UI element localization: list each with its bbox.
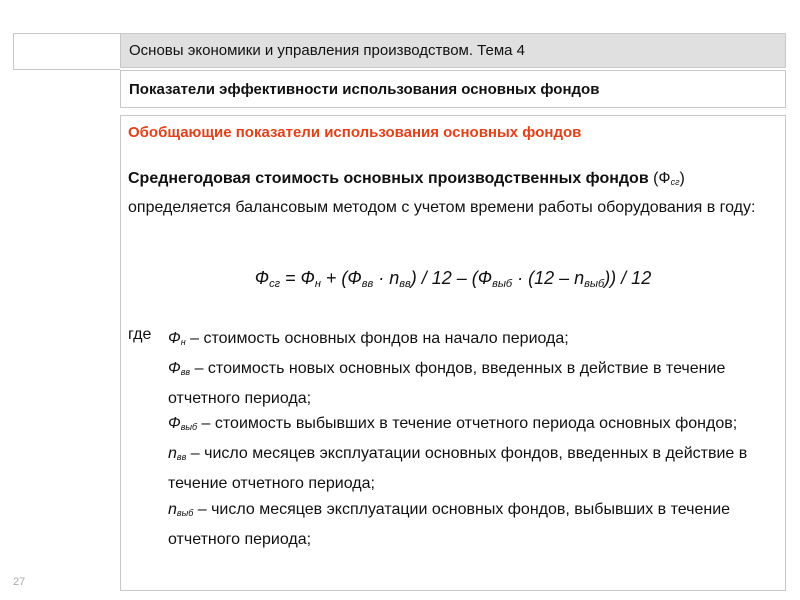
slide-header: [120, 33, 786, 68]
formula-lhs-sub: сг: [269, 278, 281, 290]
slide-subtitle: [120, 70, 786, 108]
formula-sub-3: вв: [399, 278, 411, 290]
intro-bold: Среднегодовая стоимость основных производственных фондов: [128, 170, 649, 187]
formula-part-1: = Ф: [280, 268, 315, 288]
formula-sub-2: вв: [361, 278, 374, 290]
def-subscript: вв: [180, 366, 191, 377]
topic-title: Показатели эффективности использования основных фондов: [129, 80, 600, 98]
def-subscript: выб: [180, 422, 198, 433]
intro-paren-sub: сг: [670, 177, 680, 187]
def-subscript: выб: [176, 507, 194, 518]
formula: [120, 268, 786, 290]
def-symbol: Ф: [168, 330, 181, 347]
def-subscript: н: [180, 337, 186, 347]
formula-part-2: + (Ф: [320, 268, 362, 288]
def-symbol: n: [168, 500, 177, 518]
def-text: – стоимость основных фондов на начало периода;: [185, 330, 569, 347]
def-text: – стоимость выбывших в течение отчетного периода основных фондов;: [197, 415, 738, 433]
definition-item: [168, 356, 758, 412]
course-title: Основы экономики и управления производством. Тема 4: [129, 42, 526, 59]
def-symbol: Ф: [168, 359, 181, 377]
left-header-box: [13, 33, 120, 70]
def-text: – число месяцев эксплуатации основных фондов, введенных в действие в течение отчетного периода;: [168, 445, 748, 492]
def-symbol: Ф: [168, 415, 181, 433]
formula-part-5: · (12 – n: [512, 268, 585, 288]
intro-paragraph: [128, 166, 778, 221]
def-text: – стоимость новых основных фондов, введенных в действие в течение отчетного периода;: [168, 359, 726, 407]
def-text: – число месяцев эксплуатации основных фондов, выбывших в течение отчетного периода;: [168, 500, 731, 548]
section-title: Обобщающие показатели использования основных фондов: [128, 124, 582, 141]
definition-item: [168, 441, 758, 497]
definition-item: [168, 497, 758, 553]
formula-lhs: Ф: [254, 268, 270, 288]
definitions-list: [168, 326, 758, 552]
definition-item: [168, 411, 758, 441]
page-number: 27: [13, 576, 26, 588]
intro-paren-close: ): [679, 170, 685, 187]
formula-part-3: · n: [373, 268, 400, 288]
intro-paren-open: (Ф: [648, 170, 671, 187]
formula-sub-5: выб: [584, 278, 605, 290]
def-subscript: вв: [176, 452, 187, 463]
formula-part-4: ) / 12 – (Ф: [410, 268, 493, 288]
formula-sub-4: выб: [492, 278, 513, 290]
intro-rest: определяется балансовым методом с учетом времени работы оборудования в году:: [128, 199, 756, 216]
def-symbol: n: [168, 445, 177, 463]
formula-sub-1: н: [314, 278, 321, 290]
formula-part-6: )) / 12: [604, 268, 652, 288]
definition-item: [168, 326, 758, 356]
where-label: где: [128, 326, 152, 343]
